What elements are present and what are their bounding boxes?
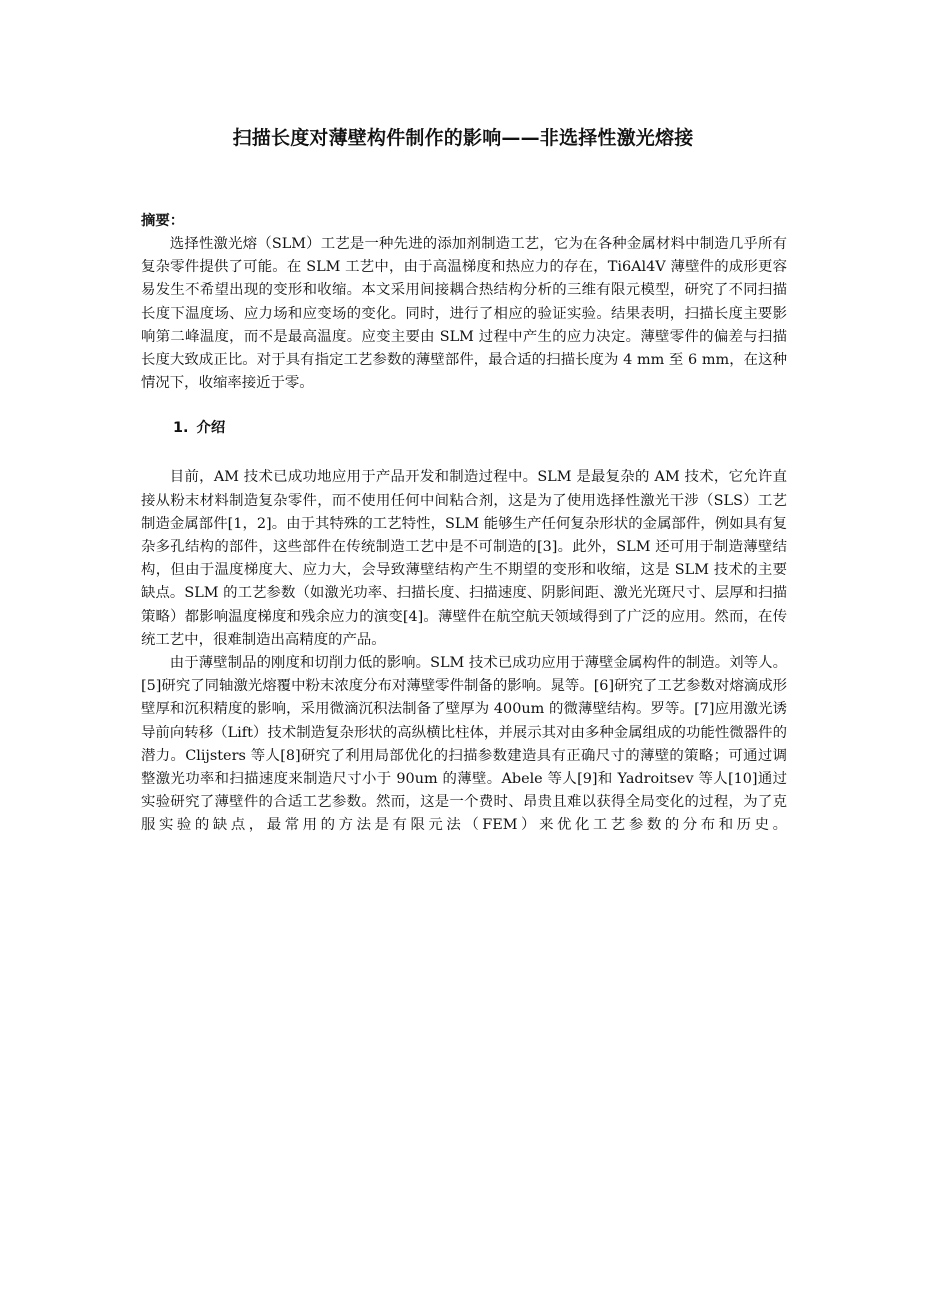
abstract-label: 摘要： — [141, 213, 185, 229]
abstract-text: 选择性激光熔（SLM）工艺是一种先进的添加剂制造工艺，它为在各种金属材料中制造几乎所有复杂零件提供了可能。在 SLM 工艺中，由于高温梯度和热应力的存在，Ti6Al4V 薄壁件的成形更容易发生不希望出现的变形和收缩。本文采用间接耦合热结构分析的三维有限元模型，研究了不同扫描长度下温度场、应力场和应变场的变化。同时，进行了相应的验证实验。结果表明，扫描长度主要影响第二峰温度，而不是最高温度。应变主要由 SLM 过程中产生的应力决定。薄壁零件的偏差与扫描长度大致成正比。对于具有指定工艺参数的薄壁部件，最合适的扫描长度为 4 mm 至 6 mm，在这种情况下，收缩率接近于零。 — [141, 236, 787, 392]
section-title: 介绍 — [196, 420, 226, 437]
intro-paragraph-1: 目前，AM 技术已成功地应用于产品开发和制造过程中。SLM 是最复杂的 AM 技术，它允许直接从粉末材料制造复杂零件，而不使用任何中间粘合剂，这是为了使用选择性激光干涉（SLS）工艺制造金属部件[1，2]。由于其特殊的工艺特性，SLM 能够生产任何复杂形状的金属部件，例如具有复杂多孔结构的部件，这些部件在传统制造工艺中是不可制造的[3]。此外，SLM 还可用于制造薄壁结构，但由于温度梯度大、应力大，会导致薄壁结构产生不期望的变形和收缩，这是 SLM 技术的主要缺点。SLM 的工艺参数（如激光功率、扫描长度、扫描速度、阴影间距、激光光斑尺寸、层厚和扫描策略）都影响温度梯度和残余应力的演变[4]。薄壁件在航空航天领域得到了广泛的应用。然而，在传统工艺中，很难制造出高精度的产品。 — [141, 469, 787, 648]
section-number: 1. — [173, 420, 189, 437]
paper-body — [141, 210, 787, 838]
intro-paragraph-2: 由于薄壁制品的刚度和切削力低的影响。SLM 技术已成功应用于薄壁金属构件的制造。刘等人。[5]研究了同轴激光熔覆中粉末浓度分布对薄壁零件制备的影响。晁等。[6]研究了工艺参数对熔滴成形壁厚和沉积精度的影响，采用微滴沉积法制备了壁厚为 400um 的微薄壁结构。罗等。[7]应用激光诱导前向转移（Lift）技术制造复杂形状的高纵横比柱体，并展示其对由多种金属组成的功能性微器件的潜力。Clijsters 等人[8]研究了利用局部优化的扫描参数建造具有正确尺寸的薄壁的策略；可通过调整激光功率和扫描速度来制造尺寸小于 90um 的薄壁。Abele 等人[9]和 Yadroitsev 等人[10]通过实验研究了薄壁件的合适工艺参数。然而，这是一个费时、昂贵且难以获得全局变化的过程，为了克服实验的缺点，最常用的方法是有限元法（FEM）来优化工艺参数的分布和历史。 — [141, 655, 787, 834]
introduction-body — [141, 466, 787, 837]
paper-title: 扫描长度对薄壁构件制作的影响——非选择性激光熔接 — [232, 127, 694, 149]
section-heading-introduction — [173, 417, 787, 440]
